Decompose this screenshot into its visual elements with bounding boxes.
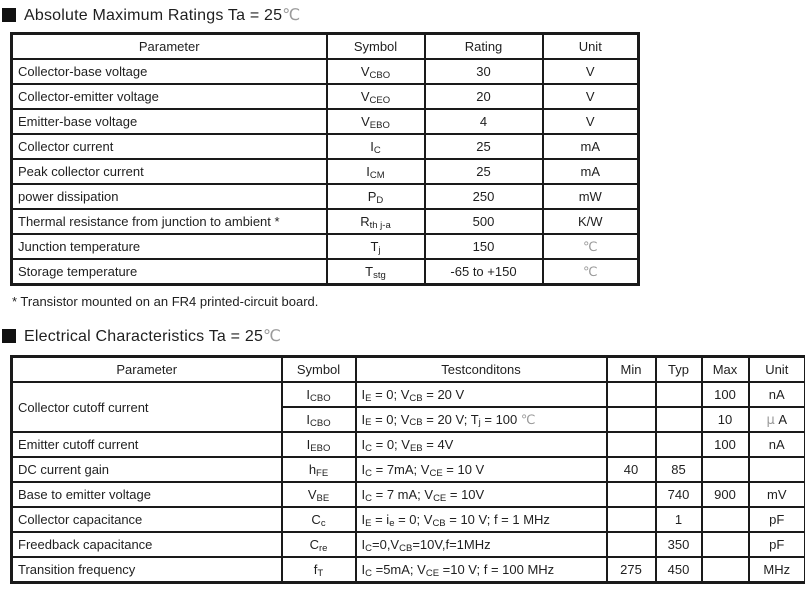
table-row bbox=[12, 532, 805, 557]
electrical-characteristics-table bbox=[10, 355, 805, 584]
column-header-parameter: Parameter bbox=[12, 357, 282, 383]
param-cell: Transition frequency bbox=[12, 557, 282, 583]
table-row bbox=[12, 234, 639, 259]
column-header-symbol: Symbol bbox=[282, 357, 356, 383]
symbol-cell: $T_j$ bbox=[327, 234, 425, 259]
symbol-cell: $C_c$ bbox=[282, 507, 356, 532]
square-bullet-icon bbox=[2, 329, 16, 343]
unit-cell bbox=[749, 457, 805, 482]
max-cell bbox=[702, 532, 749, 557]
column-header-symbol: Symbol bbox=[327, 34, 425, 60]
typ-cell bbox=[656, 382, 702, 407]
table-row bbox=[12, 457, 805, 482]
symbol-cell: $I_C$ bbox=[327, 134, 425, 159]
column-header-max: Max bbox=[702, 357, 749, 383]
cond-cell: $I_C = 0$; $V_{EB} = 4V$ bbox=[356, 432, 607, 457]
cond-cell: $I_C =5mA$; $V_{CE} =10$ V; f = 100 MHz bbox=[356, 557, 607, 583]
symbol-cell: $R_{th j-a}$ bbox=[327, 209, 425, 234]
param-cell: Storage temperature bbox=[12, 259, 327, 285]
table-row bbox=[12, 84, 639, 109]
unit-cell: mV bbox=[749, 482, 805, 507]
rating-cell: -65 to +150 bbox=[425, 259, 543, 285]
unit-cell: pF bbox=[749, 507, 805, 532]
min-cell bbox=[607, 432, 656, 457]
table-row bbox=[12, 59, 639, 84]
cond-cell: $I_C = 7mA$; $V_{CE} = 10$ V bbox=[356, 457, 607, 482]
param-cell: Emitter-base voltage bbox=[12, 109, 327, 134]
typ-cell: 85 bbox=[656, 457, 702, 482]
table-header-row bbox=[12, 357, 805, 383]
cond-cell: $I_E = i_e = 0$; $V_{CB} = 10$ V; f = 1 MHz bbox=[356, 507, 607, 532]
unit-cell: pF bbox=[749, 532, 805, 557]
table-row bbox=[12, 209, 639, 234]
section-title-text: Electrical Characteristics Ta = 25℃ bbox=[24, 326, 281, 346]
table-row bbox=[12, 382, 805, 407]
unit-cell: MHz bbox=[749, 557, 805, 583]
column-header-rating: Rating bbox=[425, 34, 543, 60]
table-header-row bbox=[12, 34, 639, 60]
symbol-cell: $I_{CBO}$ bbox=[282, 407, 356, 432]
section-title-text: Absolute Maximum Ratings Ta = 25℃ bbox=[24, 5, 300, 25]
typ-cell bbox=[656, 407, 702, 432]
unit-cell: ℃ bbox=[543, 234, 639, 259]
max-cell: 100 bbox=[702, 382, 749, 407]
unit-cell: V bbox=[543, 109, 639, 134]
min-cell: 275 bbox=[607, 557, 656, 583]
max-cell bbox=[702, 557, 749, 583]
max-cell bbox=[702, 457, 749, 482]
column-header-typ: Typ bbox=[656, 357, 702, 383]
cond-cell: $I_C=0,V_{CB}=10V,f=1MHz$ bbox=[356, 532, 607, 557]
unit-cell: V bbox=[543, 84, 639, 109]
symbol-cell: $V_{CEO}$ bbox=[327, 84, 425, 109]
cond-cell: $I_C = 7$ mA; $V_{CE} = 10V$ bbox=[356, 482, 607, 507]
min-cell bbox=[607, 382, 656, 407]
param-cell: Collector capacitance bbox=[12, 507, 282, 532]
param-cell: Collector current bbox=[12, 134, 327, 159]
table-row bbox=[12, 482, 805, 507]
table-row bbox=[12, 109, 639, 134]
table-row bbox=[12, 557, 805, 583]
unit-cell: mW bbox=[543, 184, 639, 209]
param-cell: Freedback capacitance bbox=[12, 532, 282, 557]
unit-cell: ℃ bbox=[543, 259, 639, 285]
table-row bbox=[12, 159, 639, 184]
min-cell bbox=[607, 532, 656, 557]
unit-cell: K/W bbox=[543, 209, 639, 234]
param-cell: Emitter cutoff current bbox=[12, 432, 282, 457]
param-cell: Collector cutoff current bbox=[12, 382, 282, 432]
min-cell bbox=[607, 482, 656, 507]
param-cell: Base to emitter voltage bbox=[12, 482, 282, 507]
symbol-cell: $f_T$ bbox=[282, 557, 356, 583]
param-cell: Junction temperature bbox=[12, 234, 327, 259]
typ-cell: 740 bbox=[656, 482, 702, 507]
unit-cell: mA bbox=[543, 134, 639, 159]
max-cell: 10 bbox=[702, 407, 749, 432]
abs-max-title bbox=[2, 5, 805, 24]
table-row bbox=[12, 507, 805, 532]
unit-cell: V bbox=[543, 59, 639, 84]
column-header-unit: Unit bbox=[543, 34, 639, 60]
column-header-unit: Unit bbox=[749, 357, 805, 383]
table-row bbox=[12, 184, 639, 209]
min-cell bbox=[607, 407, 656, 432]
min-cell: 40 bbox=[607, 457, 656, 482]
typ-cell bbox=[656, 432, 702, 457]
square-bullet-icon bbox=[2, 8, 16, 22]
max-cell: 100 bbox=[702, 432, 749, 457]
column-header-min: Min bbox=[607, 357, 656, 383]
symbol-cell: $P_D$ bbox=[327, 184, 425, 209]
max-cell bbox=[702, 507, 749, 532]
symbol-cell: $T_{stg}$ bbox=[327, 259, 425, 285]
min-cell bbox=[607, 507, 656, 532]
rating-cell: 25 bbox=[425, 159, 543, 184]
max-cell: 900 bbox=[702, 482, 749, 507]
column-header-parameter: Parameter bbox=[12, 34, 327, 60]
rating-cell: 500 bbox=[425, 209, 543, 234]
rating-cell: 150 bbox=[425, 234, 543, 259]
symbol-cell: $I_{EBO}$ bbox=[282, 432, 356, 457]
symbol-cell: $I_{CBO}$ bbox=[282, 382, 356, 407]
param-cell: DC current gain bbox=[12, 457, 282, 482]
cond-cell: $I_E = 0$; $V_{CB} = 20$ V bbox=[356, 382, 607, 407]
rating-cell: 30 bbox=[425, 59, 543, 84]
table-row bbox=[12, 432, 805, 457]
rating-cell: 4 bbox=[425, 109, 543, 134]
table-footnote: * Transistor mounted on an FR4 printed-circuit board. bbox=[12, 294, 805, 310]
table-row bbox=[12, 259, 639, 285]
rating-cell: 20 bbox=[425, 84, 543, 109]
param-cell: power dissipation bbox=[12, 184, 327, 209]
electrical-characteristics-title bbox=[2, 326, 805, 345]
param-cell: Collector-base voltage bbox=[12, 59, 327, 84]
typ-cell: 450 bbox=[656, 557, 702, 583]
param-cell: Peak collector current bbox=[12, 159, 327, 184]
rating-cell: 250 bbox=[425, 184, 543, 209]
param-cell: Collector-emitter voltage bbox=[12, 84, 327, 109]
column-header-testconditions: Testconditons bbox=[356, 357, 607, 383]
symbol-cell: $V_{BE}$ bbox=[282, 482, 356, 507]
symbol-cell: $C_{re}$ bbox=[282, 532, 356, 557]
symbol-cell: $V_{CBO}$ bbox=[327, 59, 425, 84]
symbol-cell: $I_{CM}$ bbox=[327, 159, 425, 184]
typ-cell: 350 bbox=[656, 532, 702, 557]
unit-cell: mA bbox=[543, 159, 639, 184]
param-cell: Thermal resistance from junction to ambient * bbox=[12, 209, 327, 234]
absolute-maximum-ratings-table bbox=[10, 32, 640, 286]
table-row bbox=[12, 134, 639, 159]
symbol-cell: $h_{FE}$ bbox=[282, 457, 356, 482]
cond-cell: $I_E = 0$; $V_{CB} = 20$ V; $T_j = 100$ ℃ bbox=[356, 407, 607, 432]
symbol-cell: $V_{EBO}$ bbox=[327, 109, 425, 134]
unit-cell: nA bbox=[749, 432, 805, 457]
rating-cell: 25 bbox=[425, 134, 543, 159]
unit-cell: μ A bbox=[749, 407, 805, 432]
typ-cell: 1 bbox=[656, 507, 702, 532]
unit-cell: nA bbox=[749, 382, 805, 407]
